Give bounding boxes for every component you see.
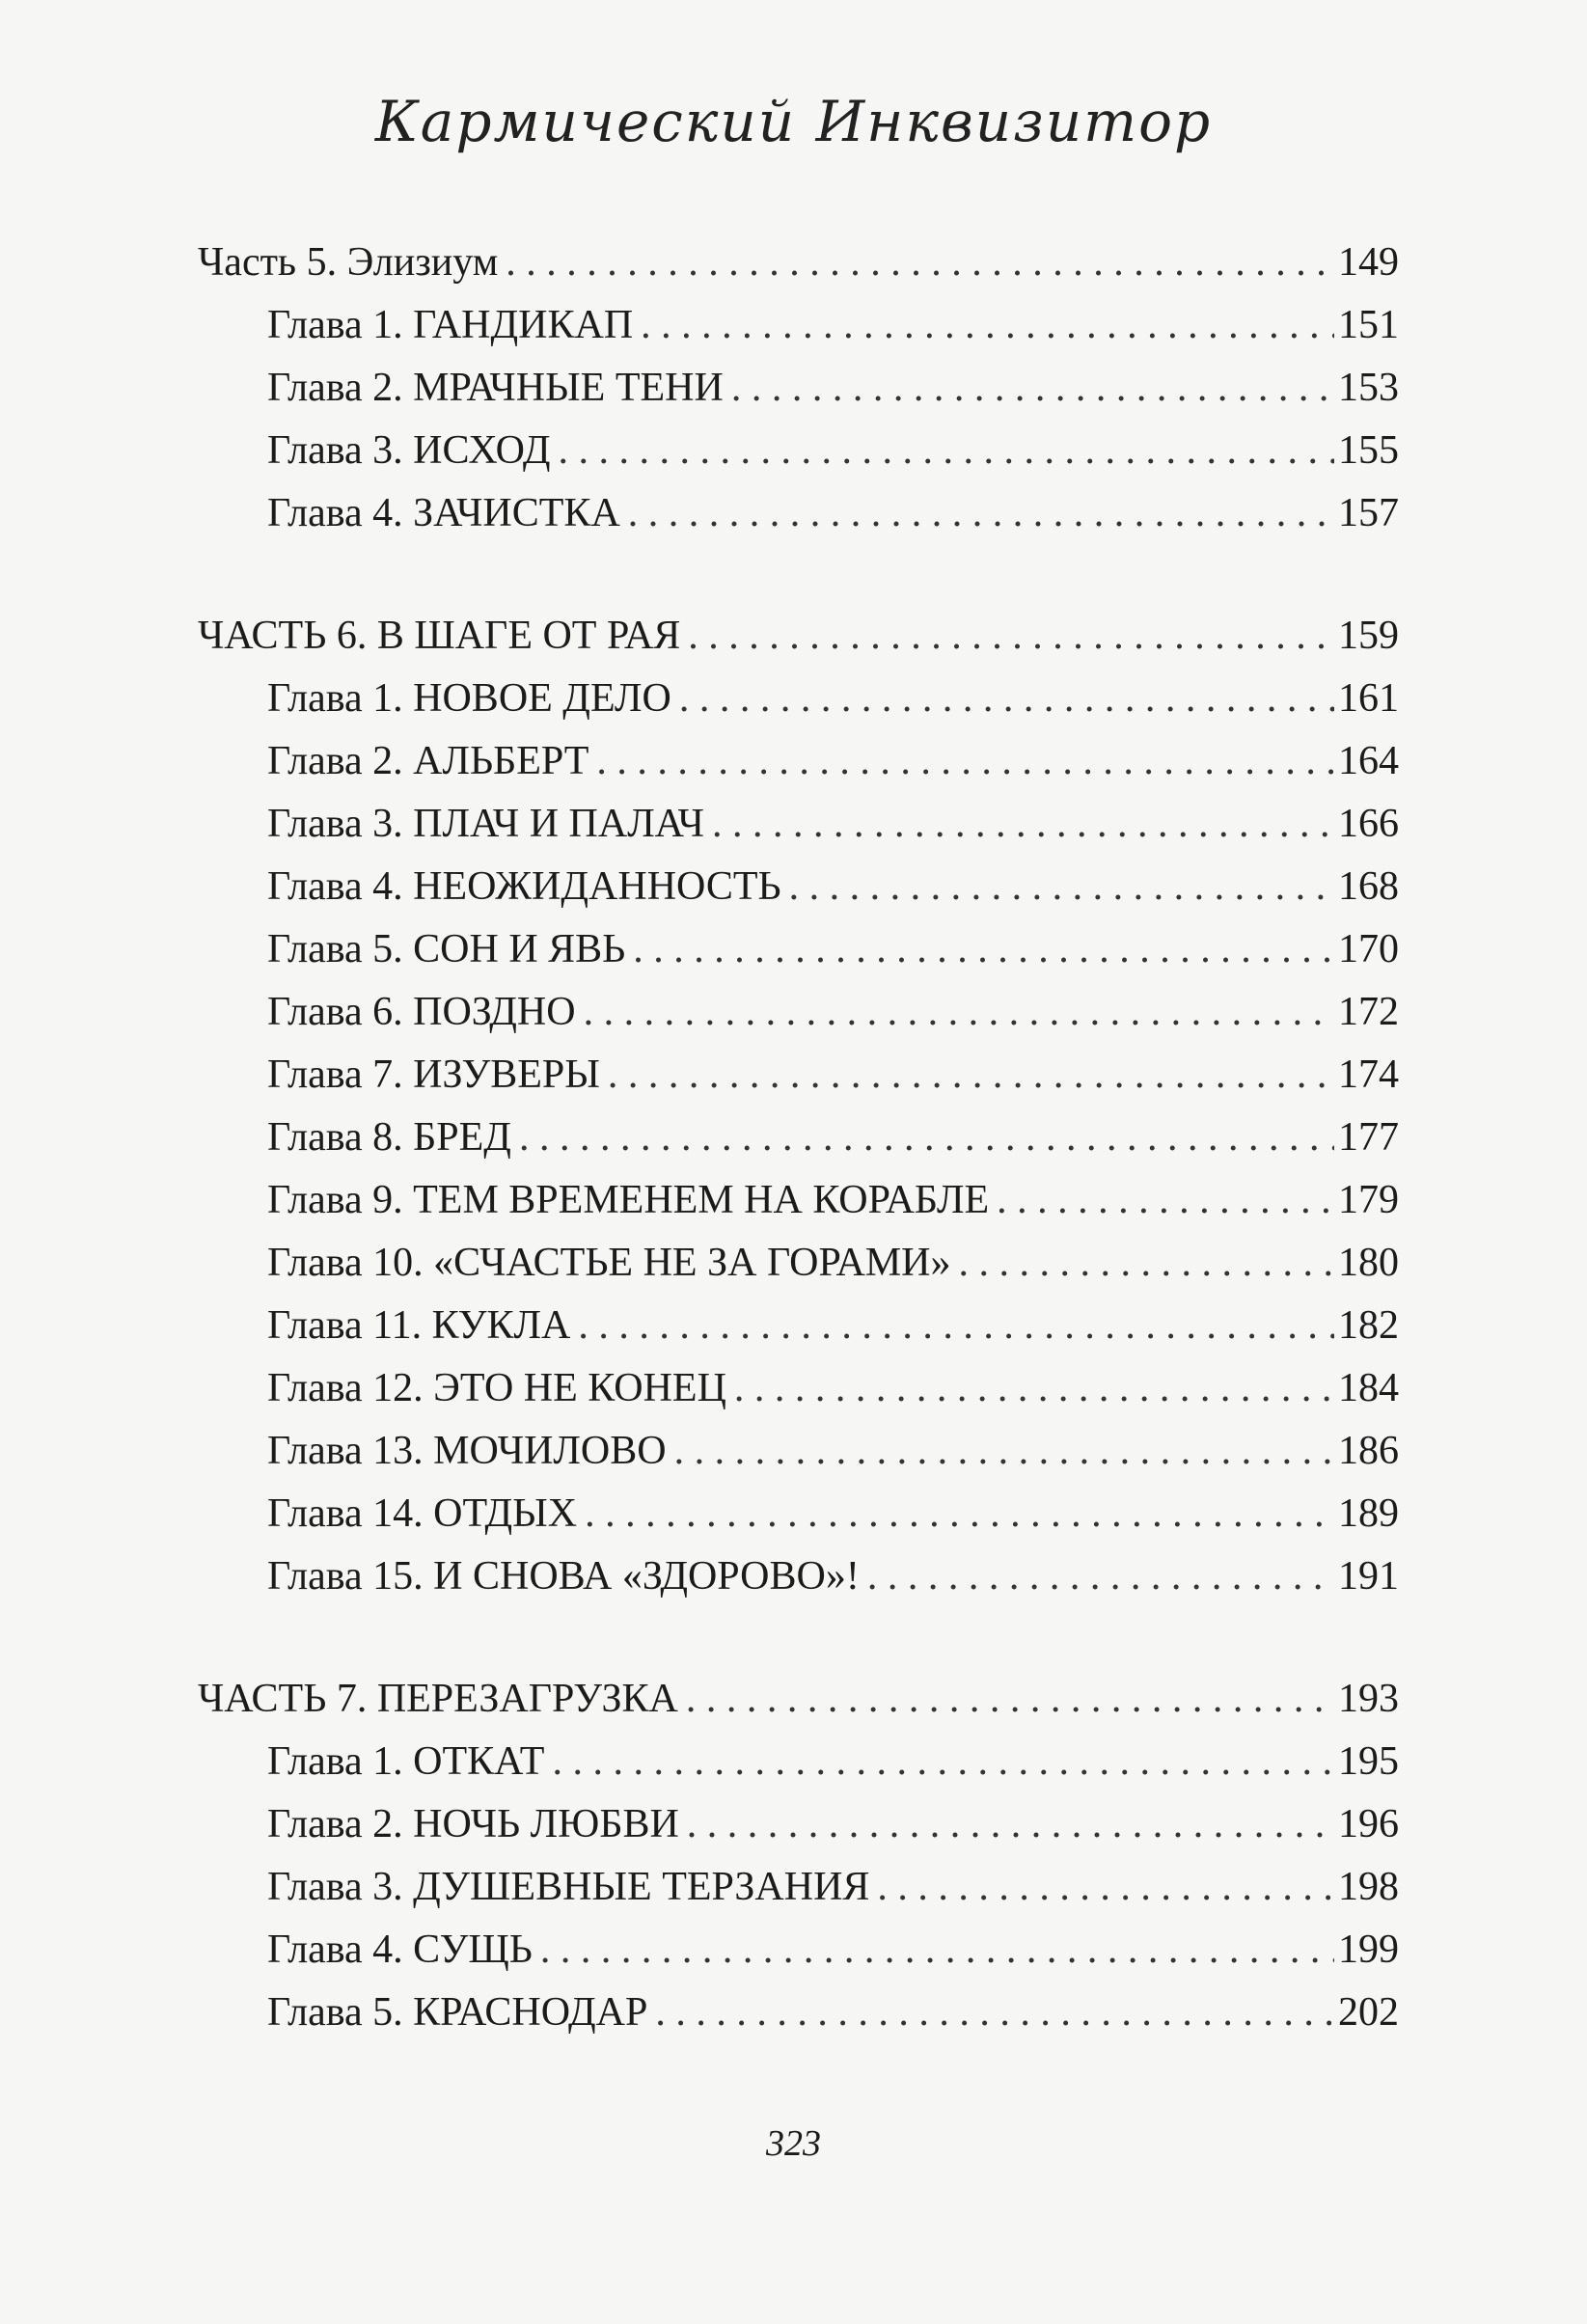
toc-chapter-entry — [198, 856, 1399, 918]
toc-chapter-entry — [198, 1044, 1399, 1107]
part-title: ЧАСТЬ 6. В ШАГЕ ОТ РАЯ — [198, 614, 681, 658]
chapter-title: Глава 4. НЕОЖИДАННОСТЬ — [267, 864, 781, 909]
page-ref: 179 — [1338, 1178, 1399, 1222]
toc-chapter-entry — [198, 1107, 1399, 1169]
toc-chapter-entry — [198, 294, 1399, 357]
chapter-title: Глава 3. ДУШЕВНЫЕ ТЕРЗАНИЯ — [267, 1865, 870, 1909]
page-ref: 155 — [1338, 428, 1399, 473]
toc-part-entry — [198, 1668, 1399, 1731]
toc-chapter-entry — [198, 357, 1399, 420]
part-title: ЧАСТЬ 7. ПЕРЕЗАГРУЗКА — [198, 1677, 678, 1721]
page-ref: 166 — [1338, 802, 1399, 846]
page-ref: 172 — [1338, 990, 1399, 1034]
dot-leader — [731, 357, 1334, 420]
chapter-title: Глава 9. ТЕМ ВРЕМЕНЕМ НА КОРАБЛЕ — [267, 1178, 990, 1222]
dot-leader — [519, 1107, 1334, 1169]
toc-chapter-entry — [198, 1357, 1399, 1420]
page-ref: 184 — [1338, 1366, 1399, 1410]
chapter-title: Глава 15. И СНОВА «ЗДОРОВО»! — [267, 1554, 860, 1599]
page-ref: 170 — [1338, 927, 1399, 971]
toc-part-entry — [198, 605, 1399, 668]
page-ref: 195 — [1338, 1739, 1399, 1784]
dot-leader — [633, 918, 1334, 981]
toc-chapter-entry — [198, 1793, 1399, 1856]
dot-leader — [578, 1295, 1334, 1357]
page-ref: 151 — [1338, 303, 1399, 347]
dot-leader — [608, 1044, 1334, 1107]
page-ref: 161 — [1338, 676, 1399, 721]
page-ref: 196 — [1338, 1802, 1399, 1846]
dot-leader — [596, 730, 1334, 793]
page-ref: 199 — [1338, 1928, 1399, 1972]
dot-leader — [688, 605, 1334, 668]
dot-leader — [585, 1483, 1334, 1545]
page-ref: 149 — [1338, 240, 1399, 285]
toc-chapter-entry — [198, 730, 1399, 793]
page-ref: 202 — [1338, 1990, 1399, 2035]
toc-chapter-entry — [198, 1731, 1399, 1793]
page-ref: 198 — [1338, 1865, 1399, 1909]
page-number: 323 — [766, 2123, 821, 2164]
page-ref: 180 — [1338, 1241, 1399, 1285]
dot-leader — [655, 1982, 1334, 2044]
toc-chapter-entry — [198, 1856, 1399, 1919]
dot-leader — [559, 420, 1335, 482]
chapter-title: Глава 12. ЭТО НЕ КОНЕЦ — [267, 1366, 726, 1410]
dot-leader — [540, 1919, 1334, 1982]
toc-chapter-entry — [198, 1919, 1399, 1982]
toc-chapter-entry — [198, 1295, 1399, 1357]
chapter-title: Глава 5. СОН И ЯВЬ — [267, 927, 626, 971]
toc-chapter-entry — [198, 793, 1399, 856]
chapter-title: Глава 3. ПЛАЧ И ПАЛАЧ — [267, 802, 704, 846]
page-ref: 191 — [1338, 1554, 1399, 1599]
toc-part-entry — [198, 232, 1399, 294]
chapter-title: Глава 14. ОТДЫХ — [267, 1491, 578, 1536]
chapter-title: Глава 2. МРАЧНЫЕ ТЕНИ — [267, 366, 724, 410]
dot-leader — [584, 981, 1334, 1044]
dot-leader — [687, 1793, 1334, 1856]
page-ref: 182 — [1338, 1303, 1399, 1348]
chapter-title: Глава 4. ЗАЧИСТКА — [267, 491, 620, 535]
dot-leader — [789, 856, 1334, 918]
chapter-title: Глава 2. АЛЬБЕРТ — [267, 739, 589, 783]
page-ref: 164 — [1338, 739, 1399, 783]
dot-leader — [686, 1668, 1334, 1731]
dot-leader — [712, 793, 1334, 856]
toc-chapter-entry — [198, 1420, 1399, 1483]
chapter-title: Глава 6. ПОЗДНО — [267, 990, 576, 1034]
chapter-title: Глава 4. СУЩЬ — [267, 1928, 533, 1972]
dot-leader — [877, 1856, 1334, 1919]
dot-leader — [867, 1545, 1334, 1608]
section-spacer — [198, 1608, 1399, 1668]
table-of-contents — [198, 232, 1399, 2044]
chapter-title: Глава 1. ГАНДИКАП — [267, 303, 634, 347]
chapter-title: Глава 8. БРЕД — [267, 1115, 511, 1160]
toc-chapter-entry — [198, 420, 1399, 482]
dot-leader — [997, 1169, 1334, 1232]
book-title: Кармический Инквизитор — [374, 89, 1213, 154]
toc-chapter-entry — [198, 918, 1399, 981]
page-ref: 186 — [1338, 1429, 1399, 1473]
chapter-title: Глава 13. МОЧИЛОВО — [267, 1429, 667, 1473]
dot-leader — [679, 668, 1334, 730]
dot-leader — [674, 1420, 1334, 1483]
dot-leader — [628, 482, 1334, 545]
dot-leader — [959, 1232, 1334, 1295]
chapter-title: Глава 5. КРАСНОДАР — [267, 1990, 648, 2035]
page-ref: 189 — [1338, 1491, 1399, 1536]
dot-leader — [506, 232, 1334, 294]
part-title: Часть 5. Элизиум — [198, 240, 499, 285]
toc-chapter-entry — [198, 668, 1399, 730]
toc-chapter-entry — [198, 981, 1399, 1044]
page-ref: 153 — [1338, 366, 1399, 410]
page-ref: 177 — [1338, 1115, 1399, 1160]
page-ref: 174 — [1338, 1053, 1399, 1097]
toc-chapter-entry — [198, 1545, 1399, 1608]
dot-leader — [734, 1357, 1334, 1420]
dot-leader — [641, 294, 1334, 357]
toc-chapter-entry — [198, 1169, 1399, 1232]
toc-chapter-entry — [198, 1232, 1399, 1295]
chapter-title: Глава 10. «СЧАСТЬЕ НЕ ЗА ГОРАМИ» — [267, 1241, 951, 1285]
chapter-title: Глава 3. ИСХОД — [267, 428, 551, 473]
toc-chapter-entry — [198, 1483, 1399, 1545]
dot-leader — [552, 1731, 1334, 1793]
page-ref: 157 — [1338, 491, 1399, 535]
chapter-title: Глава 11. КУКЛА — [267, 1303, 571, 1348]
section-spacer — [198, 545, 1399, 605]
page-ref: 193 — [1338, 1677, 1399, 1721]
page-ref: 168 — [1338, 864, 1399, 909]
chapter-title: Глава 1. НОВОЕ ДЕЛО — [267, 676, 671, 721]
chapter-title: Глава 7. ИЗУВЕРЫ — [267, 1053, 600, 1097]
chapter-title: Глава 2. НОЧЬ ЛЮБВИ — [267, 1802, 679, 1846]
toc-chapter-entry — [198, 1982, 1399, 2044]
chapter-title: Глава 1. ОТКАТ — [267, 1739, 545, 1784]
toc-chapter-entry — [198, 482, 1399, 545]
page-ref: 159 — [1338, 614, 1399, 658]
